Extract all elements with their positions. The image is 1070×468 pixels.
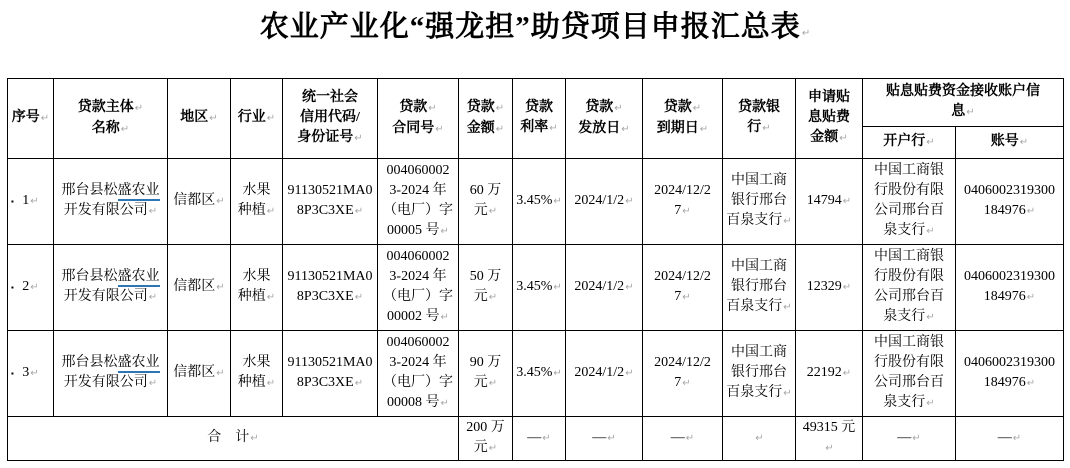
cell-region[interactable]: 信都区↵ (168, 159, 231, 245)
cell-end-mark: ↵ (966, 107, 975, 118)
table-body (8, 159, 1064, 461)
cell-end-mark: ↵ (839, 133, 848, 144)
cell-credit-code[interactable]: 91130521MA0 8P3C3XE↵ (283, 159, 378, 245)
cell-end-mark: ↵ (354, 206, 364, 217)
row-marker-icon: ▪ (11, 282, 14, 292)
cell-end-mark: ↵ (607, 433, 616, 444)
col-header-subsidy[interactable]: 申请贴 息贴费 金额↵ (796, 79, 863, 159)
cell-end-mark: ↵ (216, 196, 225, 207)
cell-end-mark: ↵ (354, 292, 364, 303)
cell-end-mark: ↵ (488, 292, 498, 303)
loan-summary-table (7, 78, 1064, 461)
cell-end-mark: ↵ (1026, 378, 1036, 389)
cell-due-date[interactable]: 2024/12/2 7↵ (643, 331, 723, 417)
table-row (8, 159, 1064, 245)
cell-end-mark: ↵ (926, 312, 935, 323)
col-header-account-bank[interactable]: 开户行↵ (863, 127, 956, 159)
cell-end-mark: ↵ (354, 378, 364, 389)
cell-seq[interactable]: ▪ 2↵ (8, 245, 54, 331)
cell-region[interactable]: 信都区↵ (168, 331, 231, 417)
col-header-account-group[interactable]: 贴息贴费资金接收账户信 息↵ (863, 79, 1064, 127)
total-issue-date[interactable]: —↵ (566, 417, 643, 461)
cell-end-mark: ↵ (354, 133, 363, 144)
cell-rate[interactable]: 3.45%↵ (513, 245, 566, 331)
cell-industry[interactable]: 水果 种植↵ (231, 245, 283, 331)
cell-end-mark: ↵ (783, 388, 792, 399)
cell-end-mark: ↵ (682, 292, 691, 303)
cell-end-mark: ↵ (266, 206, 276, 217)
cell-account-bank[interactable]: 中国工商银 行股份有限 公司邢台百 泉支行↵ (863, 245, 956, 331)
cell-rate[interactable]: 3.45%↵ (513, 331, 566, 417)
cell-account-bank[interactable]: 中国工商银 行股份有限 公司邢台百 泉支行↵ (863, 331, 956, 417)
cell-credit-code[interactable]: 91130521MA0 8P3C3XE↵ (283, 331, 378, 417)
cell-end-mark: ↵ (488, 443, 498, 454)
cell-account-no[interactable]: 0406002319300 184976↵ (956, 159, 1064, 245)
cell-contract-no[interactable]: 004060002 3-2024 年 （电厂）字 00002 号↵ (378, 245, 459, 331)
total-due-date[interactable]: —↵ (643, 417, 723, 461)
cell-end-mark: ↵ (216, 282, 225, 293)
cell-borrower[interactable]: 邢台县松盛农业开发有限公司↵ (54, 159, 168, 245)
cell-end-mark: ↵ (926, 137, 935, 148)
total-account-bank[interactable]: —↵ (863, 417, 956, 461)
col-header-account-no[interactable]: 账号↵ (956, 127, 1064, 159)
cell-seq[interactable]: ▪ 1↵ (8, 159, 54, 245)
cell-contract-no[interactable]: 004060002 3-2024 年 （电厂）字 00005 号↵ (378, 159, 459, 245)
cell-end-mark: ↵ (488, 378, 498, 389)
cell-end-mark: ↵ (625, 368, 634, 379)
cell-amount[interactable]: 90 万 元↵ (459, 331, 513, 417)
cell-contract-no[interactable]: 004060002 3-2024 年 （电厂）字 00008 号↵ (378, 331, 459, 417)
grammar-underline: 盛农业 (118, 355, 160, 373)
cell-end-mark: ↵ (625, 196, 634, 207)
cell-end-mark: ↵ (250, 433, 259, 444)
header-row-main (8, 79, 1064, 127)
cell-amount[interactable]: 50 万 元↵ (459, 245, 513, 331)
cell-end-mark: ↵ (266, 292, 276, 303)
cell-end-mark: ↵ (1019, 137, 1029, 148)
cell-bank[interactable]: 中国工商 银行邢台 百泉支行↵ (723, 245, 796, 331)
cell-end-mark: ↵ (692, 102, 702, 114)
col-header-borrower[interactable]: 贷款主体↵ 名称↵ (54, 79, 168, 159)
page-title[interactable]: 农业产业化“强龙担”助贷项目申报汇总表 (259, 11, 801, 43)
cell-end-mark: ↵ (553, 196, 562, 207)
table-row (8, 245, 1064, 331)
total-label[interactable]: 合 计↵ (8, 417, 459, 461)
cell-bank[interactable]: 中国工商 银行邢台 百泉支行↵ (723, 159, 796, 245)
cell-borrower[interactable]: 邢台县松盛农业开发有限公司↵ (54, 331, 168, 417)
cell-end-mark: ↵ (120, 123, 130, 135)
cell-end-mark: ↵ (755, 433, 764, 444)
cell-due-date[interactable]: 2024/12/2 7↵ (643, 159, 723, 245)
cell-end-mark: ↵ (762, 123, 771, 134)
cell-end-mark: ↵ (825, 443, 834, 454)
cell-rate[interactable]: 3.45%↵ (513, 159, 566, 245)
col-header-rate[interactable]: 贷款 利率↵ (513, 79, 566, 159)
paragraph-mark: ↵ (801, 28, 811, 39)
cell-end-mark: ↵ (912, 433, 921, 444)
col-header-seq[interactable]: 序号↵ (8, 79, 54, 159)
total-bank[interactable] (723, 417, 796, 461)
cell-account-no[interactable]: 0406002319300 184976↵ (956, 245, 1064, 331)
col-header-bank[interactable]: 贷款银 行↵ (723, 79, 796, 159)
cell-due-date[interactable]: 2024/12/2 7↵ (643, 245, 723, 331)
cell-issue-date[interactable]: 2024/1/2↵ (566, 331, 643, 417)
cell-end-mark: ↵ (30, 282, 39, 293)
cell-end-mark: ↵ (488, 206, 498, 217)
cell-end-mark: ↵ (926, 226, 935, 237)
cell-end-mark: ↵ (30, 368, 39, 379)
cell-end-mark: ↵ (842, 282, 852, 293)
cell-account-bank[interactable]: 中国工商银 行股份有限 公司邢台百 泉支行↵ (863, 159, 956, 245)
cell-end-mark: ↵ (553, 282, 562, 293)
cell-seq[interactable]: ▪ 3↵ (8, 331, 54, 417)
cell-end-mark: ↵ (783, 216, 792, 227)
title-row (0, 4, 1070, 45)
cell-end-mark: ↵ (148, 292, 158, 303)
cell-subsidy[interactable]: 22192↵ (796, 331, 863, 417)
cell-end-mark: ↵ (699, 123, 709, 135)
cell-end-mark: ↵ (625, 282, 634, 293)
col-header-issue-date[interactable]: 贷款↵ 发放日↵ (566, 79, 643, 159)
cell-end-mark: ↵ (682, 378, 691, 389)
cell-end-mark: ↵ (216, 368, 225, 379)
cell-end-mark: ↵ (621, 123, 630, 135)
cell-end-mark: ↵ (440, 398, 449, 409)
table-header (8, 79, 1064, 159)
cell-region[interactable]: 信都区↵ (168, 245, 231, 331)
grammar-underline: 盛农业 (118, 183, 160, 201)
cell-end-mark: ↵ (148, 206, 158, 217)
cell-end-mark: ↵ (783, 302, 792, 313)
cell-end-mark: ↵ (1012, 433, 1022, 444)
col-header-due-date[interactable]: 贷款↵ 到期日↵ (643, 79, 723, 159)
cell-end-mark: ↵ (440, 312, 449, 323)
table-row (8, 331, 1064, 417)
col-header-credit-code[interactable]: 统一社会 信用代码/ 身份证号↵ (283, 79, 378, 159)
cell-end-mark: ↵ (435, 123, 444, 135)
total-rate[interactable]: —↵ (513, 417, 566, 461)
cell-end-mark: ↵ (926, 398, 935, 409)
col-header-amount[interactable]: 贷款↵ 金额↵ (459, 79, 513, 159)
cell-end-mark: ↵ (685, 433, 695, 444)
cell-issue-date[interactable]: 2024/1/2↵ (566, 245, 643, 331)
cell-end-mark: ↵ (682, 206, 691, 217)
cell-end-mark: ↵ (614, 102, 623, 114)
cell-amount[interactable]: 60 万 元↵ (459, 159, 513, 245)
cell-end-mark: ↵ (842, 368, 852, 379)
cell-end-mark: ↵ (30, 196, 39, 207)
cell-end-mark: ↵ (440, 226, 449, 237)
row-marker-icon: ▪ (11, 196, 14, 206)
total-account-no[interactable]: —↵ (956, 417, 1064, 461)
row-marker-icon: ▪ (11, 368, 14, 378)
cell-end-mark: ↵ (542, 433, 551, 444)
col-header-contract-no[interactable]: 贷款↵ 合同号↵ (378, 79, 459, 159)
cell-end-mark: ↵ (1026, 292, 1036, 303)
cell-end-mark: ↵ (495, 123, 505, 135)
cell-subsidy[interactable]: 14794↵ (796, 159, 863, 245)
cell-end-mark: ↵ (209, 113, 218, 124)
total-amount[interactable]: 200 万 元↵ (459, 417, 513, 461)
cell-end-mark: ↵ (266, 113, 276, 124)
cell-end-mark: ↵ (1026, 206, 1036, 217)
cell-end-mark: ↵ (428, 102, 437, 114)
cell-end-mark: ↵ (842, 196, 852, 207)
cell-account-no[interactable]: 0406002319300 184976↵ (956, 331, 1064, 417)
grammar-underline: 盛农业 (118, 269, 160, 287)
cell-end-mark: ↵ (549, 123, 558, 134)
cell-end-mark: ↵ (266, 378, 276, 389)
cell-end-mark: ↵ (40, 113, 50, 124)
cell-borrower[interactable]: 邢台县松盛农业开发有限公司↵ (54, 245, 168, 331)
cell-bank[interactable]: 中国工商 银行邢台 百泉支行↵ (723, 331, 796, 417)
cell-end-mark: ↵ (553, 368, 562, 379)
col-header-industry[interactable]: 行业↵ (231, 79, 283, 159)
cell-credit-code[interactable]: 91130521MA0 8P3C3XE↵ (283, 245, 378, 331)
cell-industry[interactable]: 水果 种植↵ (231, 159, 283, 245)
cell-subsidy[interactable]: 12329↵ (796, 245, 863, 331)
total-row (8, 417, 1064, 461)
cell-industry[interactable]: 水果 种植↵ (231, 331, 283, 417)
cell-issue-date[interactable]: 2024/1/2↵ (566, 159, 643, 245)
total-subsidy[interactable]: 49315 元↵ (796, 417, 863, 461)
cell-end-mark: ↵ (134, 102, 144, 114)
col-header-region[interactable]: 地区↵ (168, 79, 231, 159)
cell-end-mark: ↵ (495, 102, 505, 114)
cell-end-mark: ↵ (148, 378, 158, 389)
